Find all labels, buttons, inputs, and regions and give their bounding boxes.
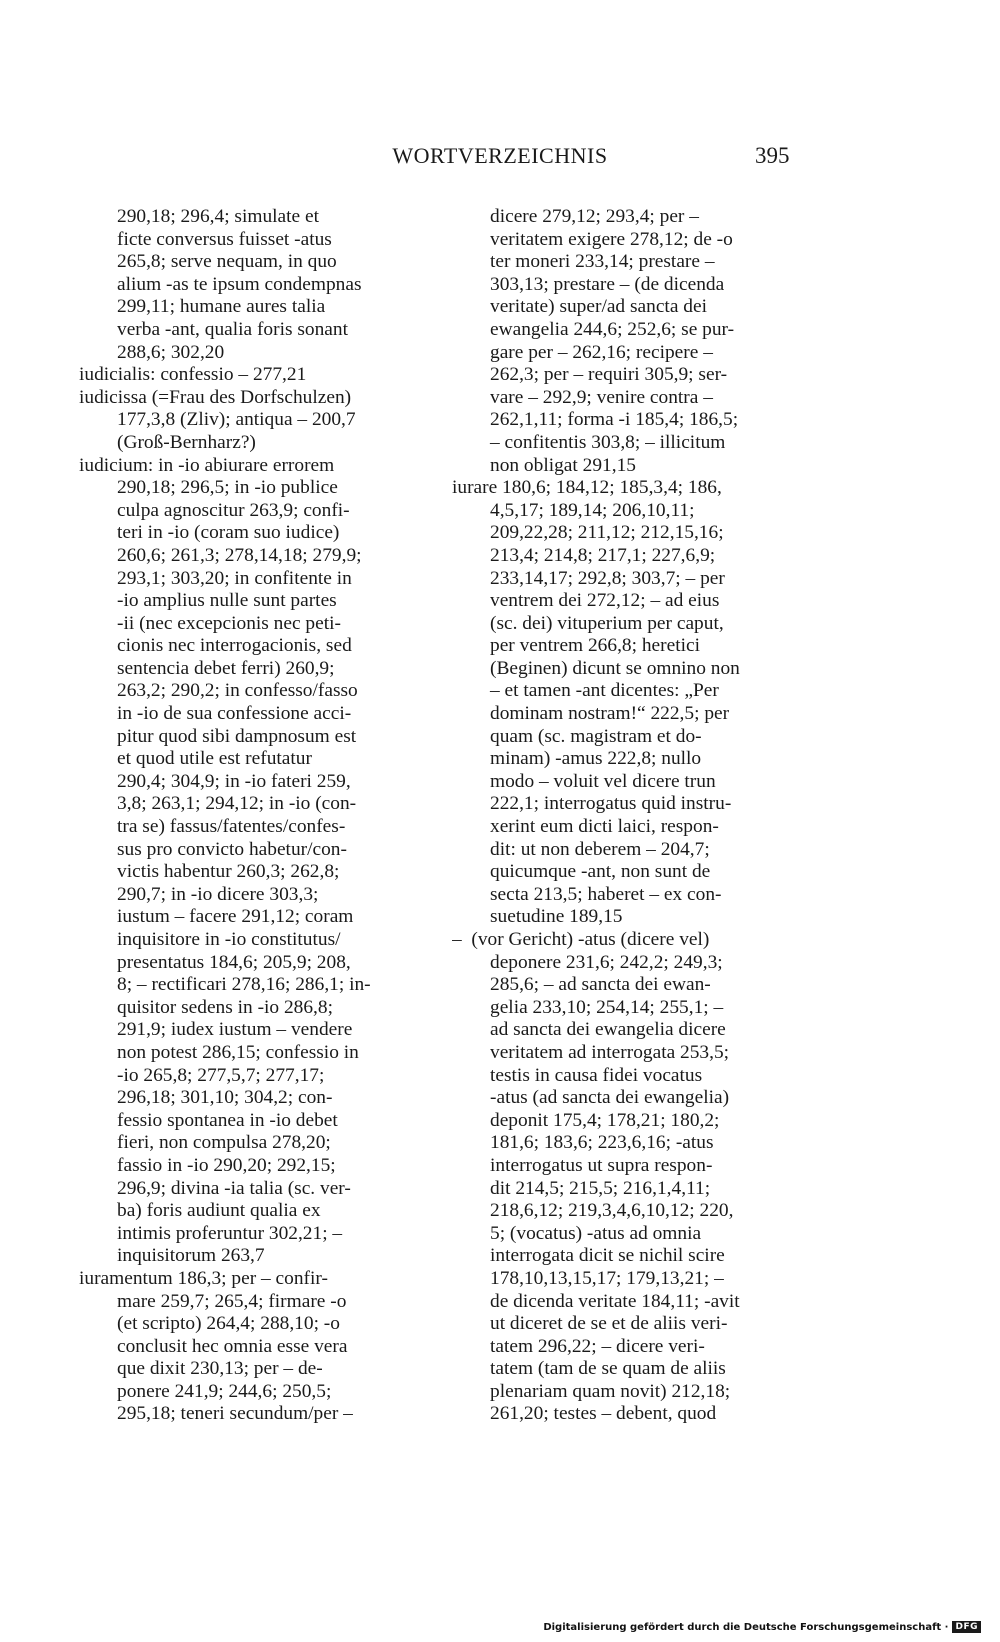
index-line: interrogata dicit se nichil scire [490, 1245, 725, 1267]
index-line: 290,7; in -io dicere 303,3; [117, 883, 319, 905]
index-line: iudicialis: confessio – 277,21 [79, 364, 307, 386]
index-line: dit: ut non deberem – 204,7; [490, 838, 710, 860]
index-line: 288,6; 302,20 [117, 341, 225, 363]
right-column [452, 206, 799, 1426]
index-line: tatem (tam de se quam de aliis [490, 1358, 726, 1380]
index-line: testis in causa fidei vocatus [490, 1064, 703, 1086]
index-line: ewangelia 244,6; 252,6; se pur- [490, 318, 735, 340]
index-line: verba -ant, qualia foris sonant [117, 318, 348, 340]
index-line: et quod utile est refutatur [117, 748, 312, 770]
index-line: per ventrem 266,8; heretici [490, 635, 700, 657]
index-line: que dixit 230,13; per – de- [117, 1358, 323, 1380]
footer-credit [543, 1621, 981, 1633]
index-line: 303,13; prestare – (de dicenda [490, 273, 725, 295]
index-line: dominam nostram!“ 222,5; per [490, 703, 730, 725]
index-line: 299,11; humane aures talia [117, 296, 326, 318]
index-line: 209,22,28; 211,12; 212,15,16; [490, 522, 724, 544]
index-line: 290,18; 296,5; in -io publice [117, 477, 338, 499]
index-line: 262,3; per – requiri 305,9; ser- [490, 364, 728, 386]
index-line: 261,20; testes – debent, quod [490, 1403, 717, 1425]
index-line: non potest 286,15; confessio in [117, 1041, 359, 1063]
index-line: (sc. dei) vituperium per caput, [490, 612, 724, 634]
index-line: iuramentum 186,3; per – confir- [79, 1267, 328, 1289]
index-line: tatem 296,22; – dicere veri- [490, 1335, 705, 1357]
index-line: iudicium: in -io abiurare errorem [79, 454, 335, 476]
index-line: 260,6; 261,3; 278,14,18; 279,9; [117, 544, 362, 566]
page-number: 395 [755, 143, 790, 168]
index-line: ut diceret de se et de aliis veri- [490, 1313, 728, 1335]
index-line: suetudine 189,15 [490, 906, 623, 928]
index-line: ponere 241,9; 244,6; 250,5; [117, 1380, 332, 1402]
dfg-logo: DFG [952, 1621, 981, 1633]
footer-text: Digitalisierung gefördert durch die Deutsche Forschungsgemeinschaft · [543, 1621, 949, 1633]
index-line: veritate) super/ad sancta dei [490, 296, 707, 318]
index-line: sentencia debet ferri) 260,9; [117, 657, 335, 679]
index-line: interrogatus ut supra respon- [490, 1154, 713, 1176]
index-line: gelia 233,10; 254,14; 255,1; – [490, 996, 724, 1018]
index-line: iudicissa (=Frau des Dorfschulzen) [79, 386, 352, 408]
index-line: iurare 180,6; 184,12; 185,3,4; 186, [452, 477, 722, 499]
page-title: WORTVERZEICHNIS [392, 143, 608, 168]
index-line: quam (sc. magistram et do- [490, 725, 702, 747]
index-line: fessio spontanea in -io debet [117, 1109, 338, 1131]
index-line: in -io de sua confessione acci- [117, 703, 352, 725]
index-line: 181,6; 183,6; 223,6,16; -atus [490, 1132, 714, 1154]
index-line: cionis nec interrogacionis, sed [117, 635, 352, 657]
index-line: inquisitore in -io constitutus/ [117, 929, 341, 950]
index-line: – et tamen -ant dicentes: „Per [490, 680, 719, 702]
index-line: 290,18; 296,4; simulate et [117, 206, 319, 227]
index-line: dit 214,5; 215,5; 216,1,4,11; [490, 1177, 711, 1199]
index-line: gare per – 262,16; recipere – [490, 341, 713, 363]
index-line: 296,18; 301,10; 304,2; con- [117, 1087, 333, 1109]
index-line: tra se) fassus/fatentes/confes- [117, 816, 346, 838]
index-line: 222,1; interrogatus quid instru- [490, 793, 732, 815]
index-line: conclusit hec omnia esse vera [117, 1335, 348, 1357]
index-line: mare 259,7; 265,4; firmare -o [117, 1290, 347, 1312]
index-line: 296,9; divina -ia talia (sc. ver- [117, 1177, 351, 1199]
index-line: 213,4; 214,8; 217,1; 227,6,9; [490, 544, 716, 566]
index-line: 3,8; 263,1; 294,12; in -io (con- [117, 793, 357, 815]
index-line: plenariam quam novit) 212,18; [490, 1380, 731, 1402]
index-line: deponere 231,6; 242,2; 249,3; [490, 951, 723, 973]
index-line: 233,14,17; 292,8; 303,7; – per [490, 567, 725, 589]
left-column [79, 206, 472, 1426]
index-line: intimis proferuntur 302,21; – [117, 1222, 343, 1244]
index-line: vare – 292,9; venire contra – [490, 386, 713, 408]
index-line: minam) -amus 222,8; nullo [490, 748, 702, 770]
index-line: 290,4; 304,9; in -io fateri 259, [117, 770, 351, 792]
index-line: veritatem ad interrogata 253,5; [490, 1041, 730, 1063]
index-line: culpa agnoscitur 263,9; confi- [117, 499, 350, 521]
index-line: – confitentis 303,8; – illicitum [490, 431, 726, 453]
index-line: victis habentur 260,3; 262,8; [117, 861, 340, 883]
index-line: 218,6,12; 219,3,4,6,10,12; 220, [490, 1200, 734, 1222]
index-line: quicumque -ant, non sunt de [490, 861, 711, 883]
index-line: 8; – rectificari 278,16; 286,1; in- [117, 974, 371, 996]
index-line: modo – voluit vel dicere trun [490, 770, 716, 792]
index-line: 262,1,11; forma -i 185,4; 186,5; [490, 409, 739, 431]
index-line: ficte conversus fuisset -atus [117, 228, 332, 250]
index-line: 291,9; iudex iustum – vendere [117, 1019, 353, 1041]
index-line: 295,18; teneri secundum/per – [117, 1403, 353, 1425]
index-line: ba) foris audiunt qualia ex [117, 1200, 321, 1222]
index-line: ad sancta dei ewangelia dicere [490, 1019, 726, 1041]
index-line: fassio in -io 290,20; 292,15; [117, 1154, 336, 1176]
index-line: secta 213,5; haberet – ex con- [490, 883, 722, 905]
index-line: -atus (ad sancta dei ewangelia) [490, 1087, 730, 1109]
index-line: 265,8; serve nequam, in quo [117, 251, 337, 273]
index-line: de dicenda veritate 184,11; -avit [490, 1290, 740, 1312]
index-line: fieri, non compulsa 278,20; [117, 1132, 331, 1154]
index-line: ter moneri 233,14; prestare – [490, 251, 715, 273]
index-line: – (vor Gericht) -atus (dicere vel) [452, 929, 710, 950]
index-line: sus pro convicto habetur/con- [117, 838, 347, 860]
index-line: quisitor sedens in -io 286,8; [117, 996, 333, 1018]
index-line: pitur quod sibi dampnosum est [117, 725, 357, 747]
index-line: 177,3,8 (Zliv); antiqua – 200,7 [117, 409, 356, 431]
index-line: non obligat 291,15 [490, 454, 636, 476]
index-line: (et scripto) 264,4; 288,10; -o [117, 1313, 340, 1335]
index-line: -io 265,8; 277,5,7; 277,17; [117, 1064, 325, 1086]
index-line: deponit 175,4; 178,21; 180,2; [490, 1109, 720, 1131]
index-line: xerint eum dicti laici, respon- [490, 816, 719, 838]
index-line: 293,1; 303,20; in confitente in [117, 567, 352, 589]
index-line: dicere 279,12; 293,4; per – [490, 206, 699, 227]
index-line: inquisitorum 263,7 [117, 1245, 265, 1267]
index-line: (Groß-Bernharz?) [117, 431, 256, 453]
index-line: iustum – facere 291,12; coram [117, 906, 354, 928]
index-line: teri in -io (coram suo iudice) [117, 522, 340, 544]
index-line: 4,5,17; 189,14; 206,10,11; [490, 499, 695, 521]
index-line: veritatem exigere 278,12; de -o [490, 228, 733, 250]
index-line: 285,6; – ad sancta dei ewan- [490, 974, 711, 996]
index-line: (Beginen) dicunt se omnino non [490, 657, 740, 679]
index-line: 5; (vocatus) -atus ad omnia [490, 1222, 702, 1244]
index-line: -io amplius nulle sunt partes [117, 590, 337, 612]
index-line: alium -as te ipsum condempnas [117, 273, 362, 295]
index-line: presentatus 184,6; 205,9; 208, [117, 951, 351, 973]
index-line: 263,2; 290,2; in confesso/fasso [117, 680, 358, 702]
index-line: ventrem dei 272,12; – ad eius [490, 590, 720, 612]
index-line: -ii (nec excepcionis nec peti- [117, 612, 341, 634]
index-line: 178,10,13,15,17; 179,13,21; – [490, 1267, 724, 1289]
